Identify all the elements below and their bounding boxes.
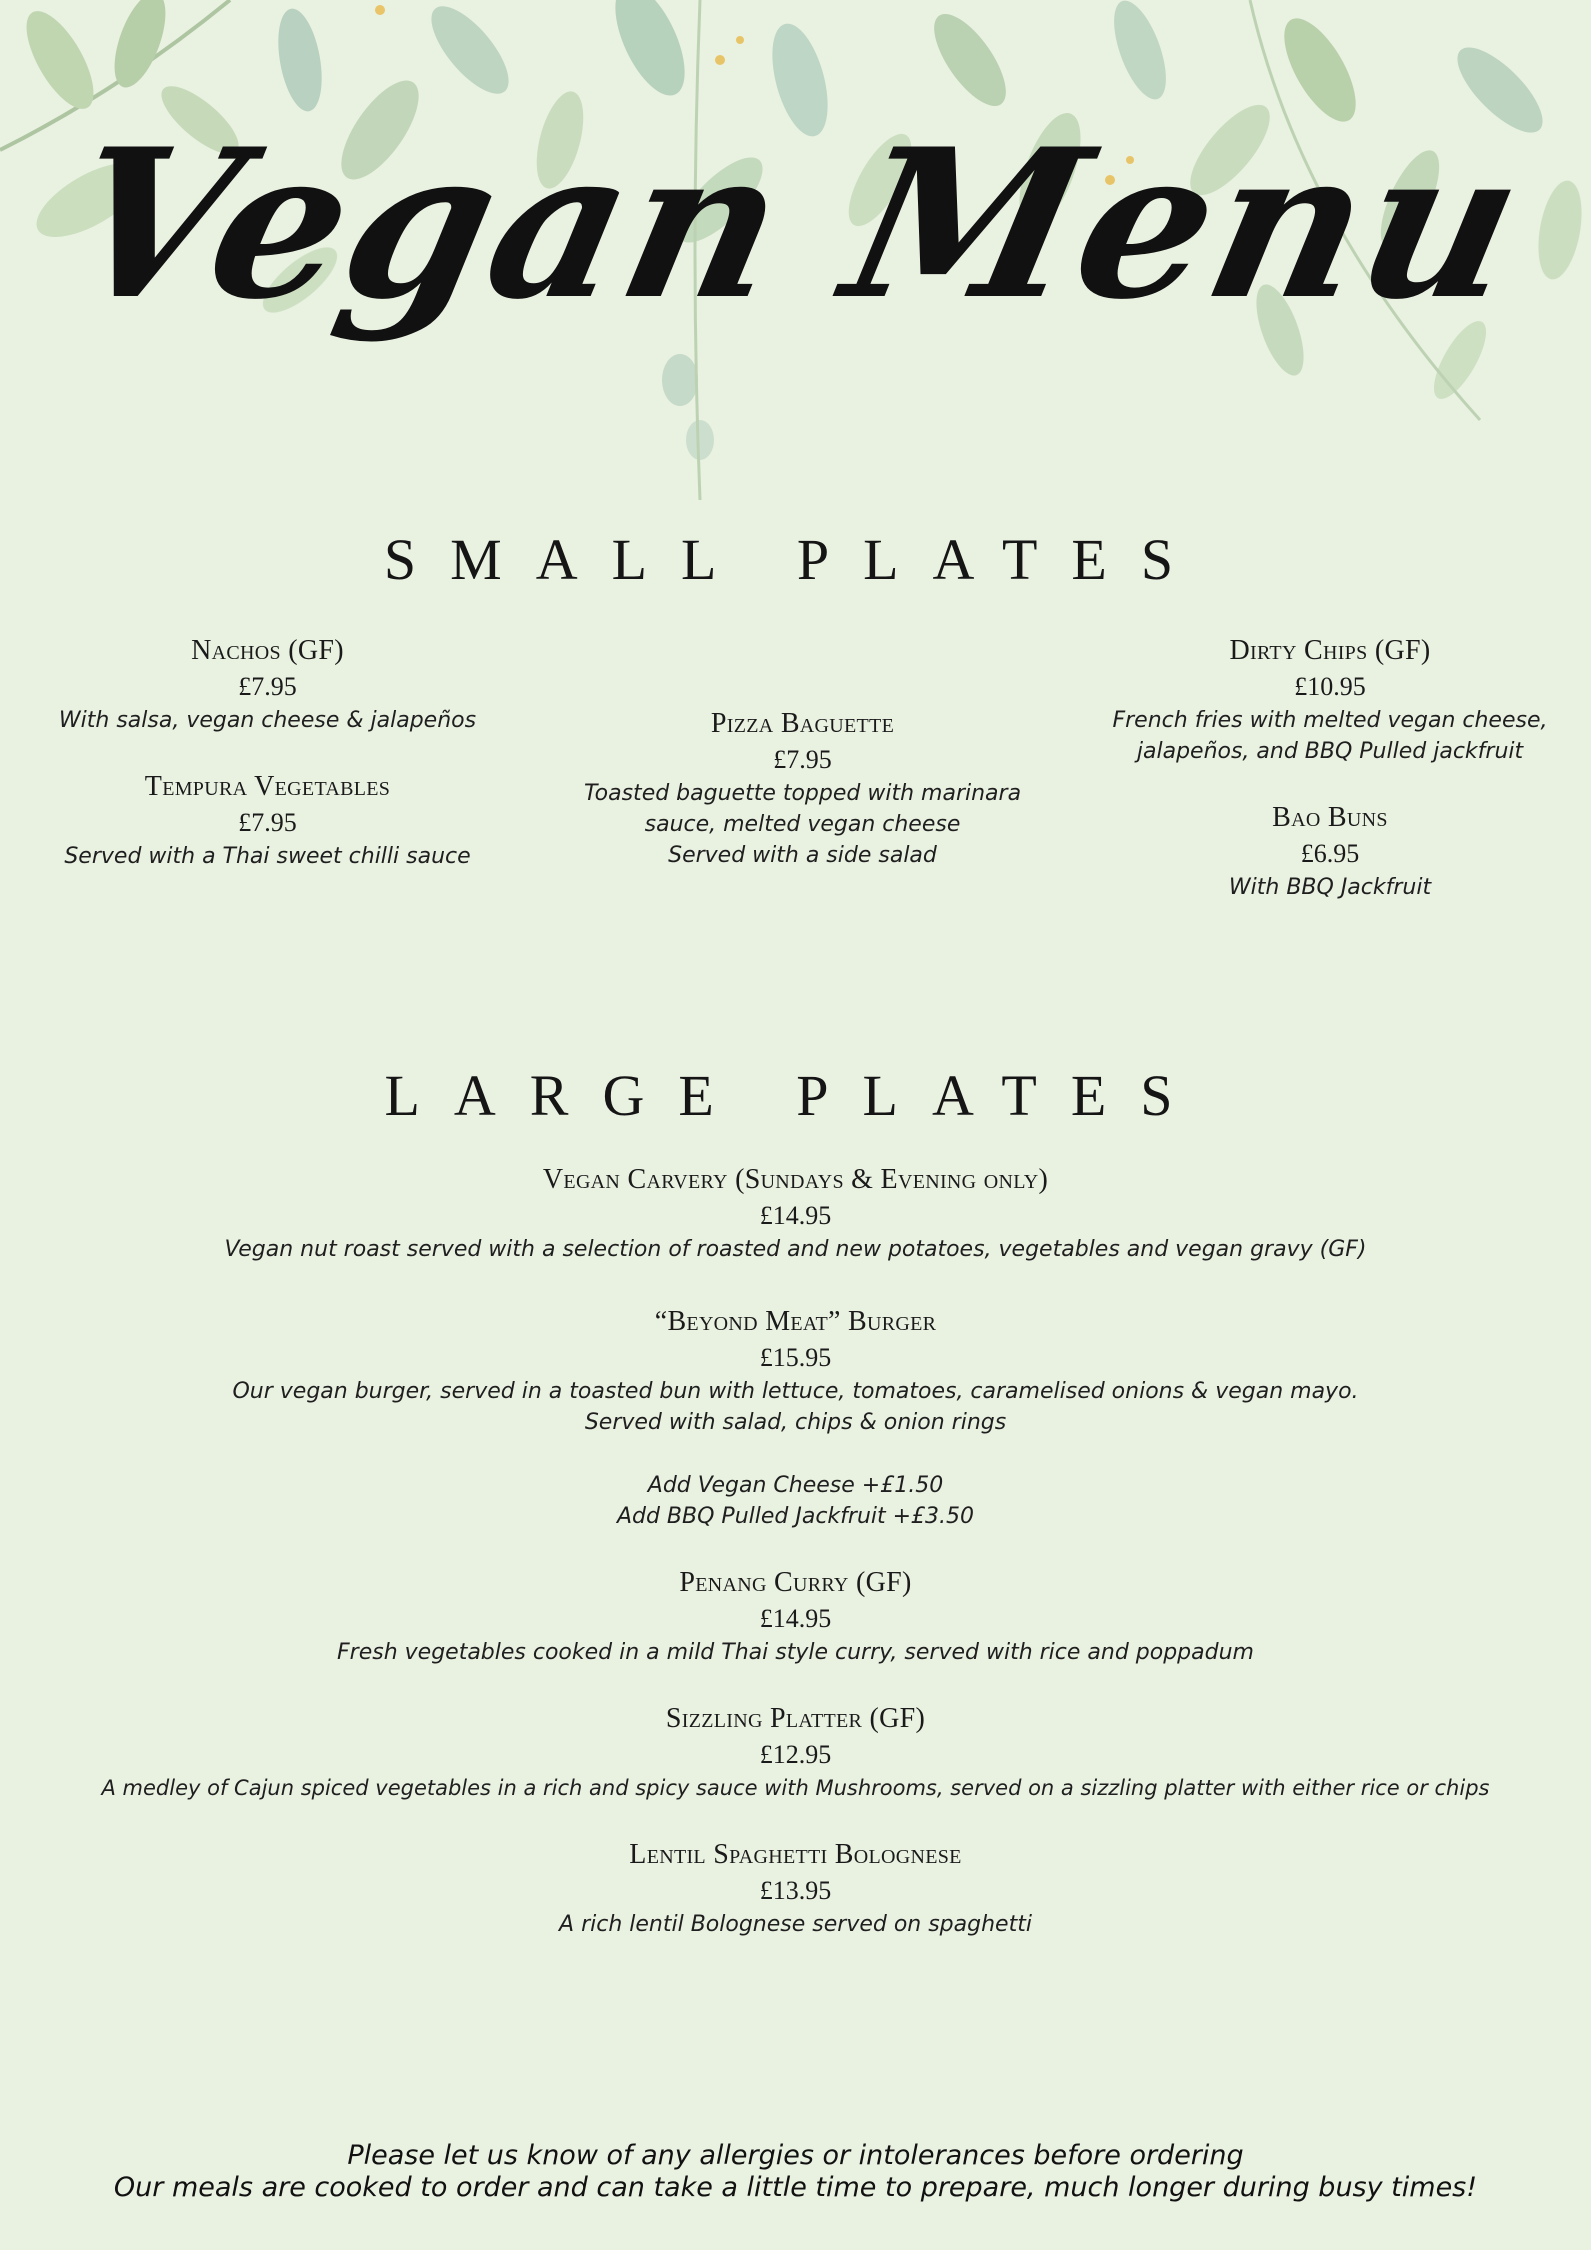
item-price: £7.95 — [773, 745, 832, 774]
page-title: Vegan Menu — [48, 105, 1543, 345]
item-name: Sizzling Platter (GF) — [665, 1703, 926, 1734]
menu-item — [1080, 800, 1580, 903]
addons-list — [0, 1470, 1591, 1532]
addon-item: Add BBQ Pulled Jackfruit +£3.50 — [616, 1504, 975, 1529]
allergy-notice — [0, 2140, 1591, 2204]
item-price: £6.95 — [1300, 839, 1360, 868]
item-name: Tempura Vegetables — [144, 771, 391, 802]
item-name: “Beyond Meat” Burger — [654, 1306, 937, 1337]
item-price: £15.95 — [759, 1343, 832, 1372]
addon-item: Add Vegan Cheese +£1.50 — [647, 1473, 944, 1498]
item-name: Dirty Chips (GF) — [1229, 635, 1431, 666]
menu-item — [0, 1162, 1591, 1265]
item-description: A medley of Cajun spiced vegetables in a rich and spicy sauce with Mushrooms, served on a sizzling platter with either rice or chips — [101, 1776, 1490, 1800]
item-description: With salsa, vegan cheese & jalapeños — [58, 708, 477, 733]
item-price: £7.95 — [238, 808, 297, 837]
menu-item — [1080, 633, 1580, 767]
menu-item — [0, 1837, 1591, 1940]
menu-item — [545, 706, 1060, 871]
item-name: Vegan Carvery (Sundays & Evening only) — [542, 1164, 1049, 1195]
item-price: £13.95 — [759, 1876, 832, 1905]
menu-item — [0, 1565, 1591, 1668]
menu-item — [0, 1304, 1591, 1438]
item-price: £7.95 — [238, 672, 297, 701]
footer-line: Our meals are cooked to order and can take a little time to prepare, much longer during busy times! — [113, 2172, 1478, 2203]
menu-item — [10, 769, 525, 872]
item-name: Penang Curry (GF) — [679, 1567, 912, 1598]
menu-item — [0, 1701, 1591, 1804]
item-name: Bao Buns — [1272, 802, 1388, 833]
footer-line: Please let us know of any allergies or intolerances before ordering — [347, 2140, 1244, 2171]
item-description: Vegan nut roast served with a selection of roasted and new potatoes, vegetables and vegan gravy (GF) — [224, 1237, 1367, 1262]
item-name: Lentil Spaghetti Bolognese — [629, 1839, 962, 1870]
item-name: Nachos (GF) — [191, 635, 344, 666]
item-description: Served with a side salad — [668, 843, 937, 868]
item-price: £12.95 — [759, 1740, 832, 1769]
item-price: £14.95 — [759, 1604, 832, 1633]
item-description: sauce, melted vegan cheese — [644, 812, 961, 837]
item-description: Served with salad, chips & onion rings — [584, 1410, 1007, 1435]
item-price: £14.95 — [759, 1201, 832, 1230]
item-description: Served with a Thai sweet chilli sauce — [64, 844, 471, 869]
item-price: £10.95 — [1294, 672, 1366, 701]
item-description: Toasted baguette topped with marinara — [583, 781, 1022, 806]
item-description: French fries with melted vegan cheese, — [1112, 708, 1548, 733]
item-description: Our vegan burger, served in a toasted bun with lettuce, tomatoes, caramelised onions & vegan mayo. — [232, 1379, 1359, 1404]
item-description: A rich lentil Bolognese served on spaghetti — [559, 1912, 1032, 1937]
item-name: Pizza Baguette — [710, 708, 895, 739]
item-description: jalapeños, and BBQ Pulled jackfruit — [1136, 739, 1524, 764]
item-description: Fresh vegetables cooked in a mild Thai style curry, served with rice and poppadum — [337, 1640, 1254, 1665]
menu-item — [10, 633, 525, 736]
item-description: With BBQ Jackfruit — [1228, 875, 1432, 900]
small-plates-heading: SMALL PLATES — [383, 527, 1208, 592]
large-plates-heading: LARGE PLATES — [384, 1063, 1207, 1128]
